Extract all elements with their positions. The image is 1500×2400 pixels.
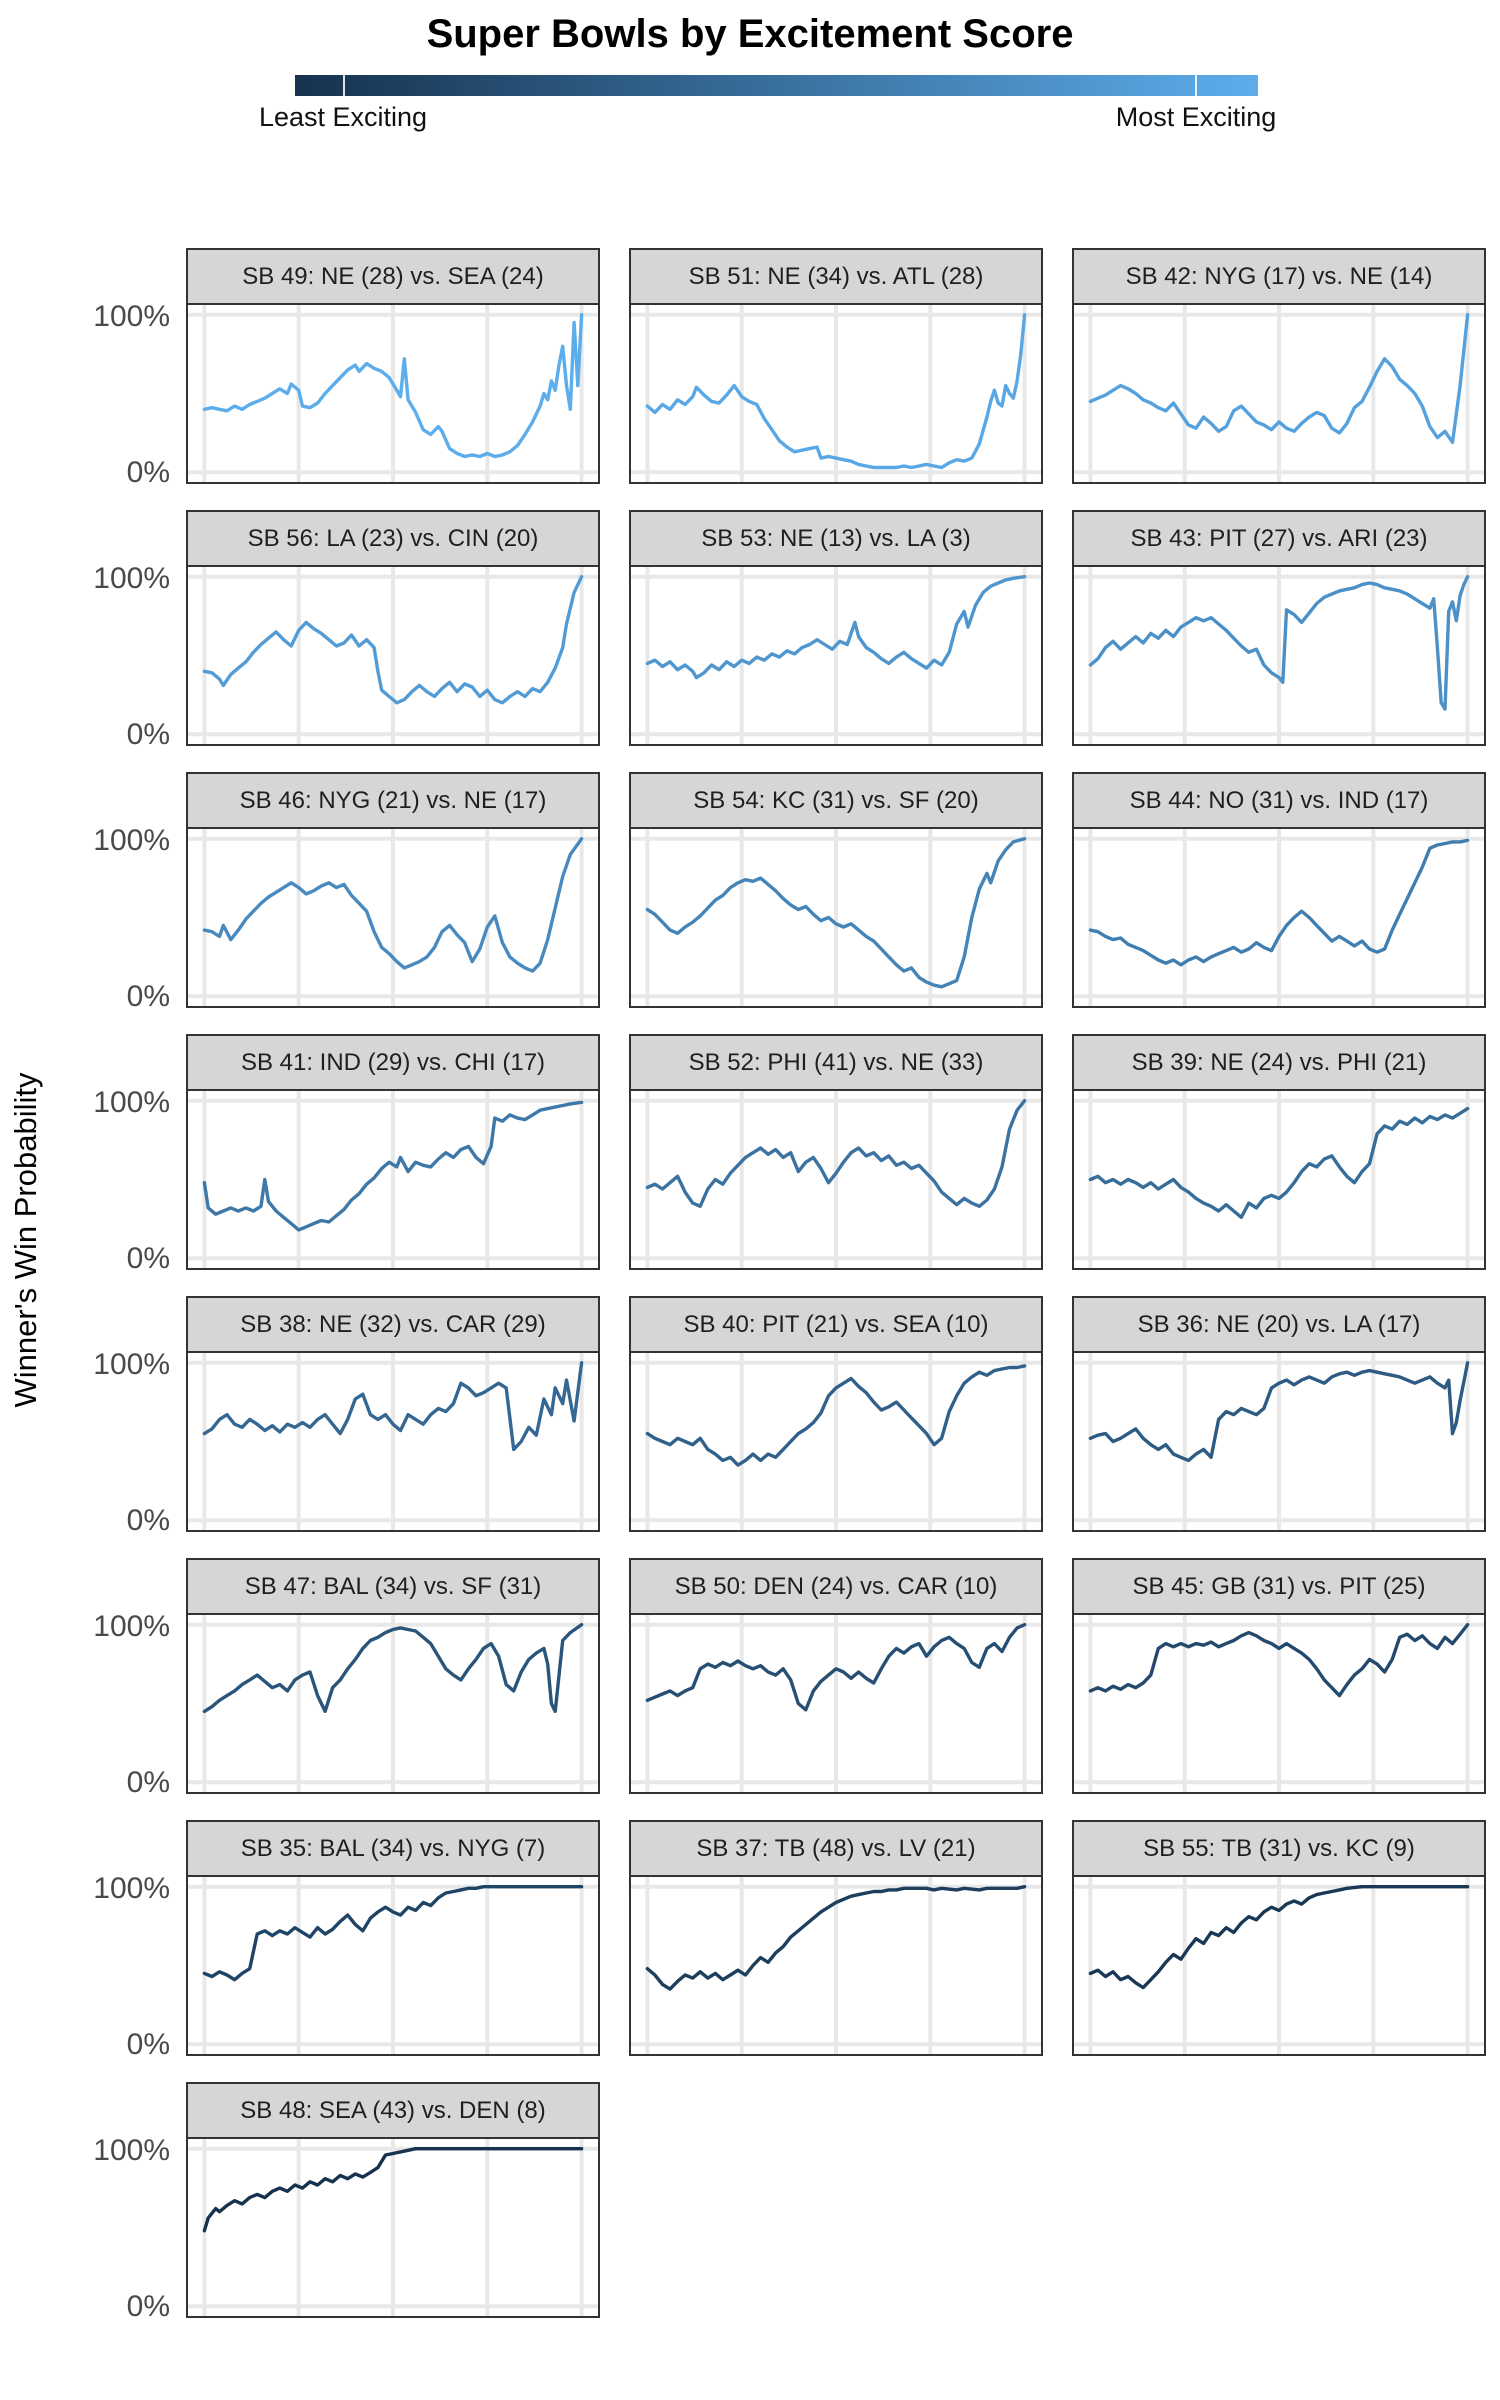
panel-header	[186, 772, 600, 829]
panel-title: SB 37: TB (48) vs. LV (21)	[696, 1834, 976, 1862]
y-tick-100: 100%	[93, 824, 170, 857]
panel-plot	[1072, 565, 1486, 746]
panel-sb-52	[629, 1034, 1043, 1270]
panel-plot	[629, 1089, 1043, 1270]
panel-header	[1072, 772, 1486, 829]
panel-plot	[186, 2137, 600, 2318]
panel-plot	[186, 1875, 600, 2056]
y-axis-title: Winner's Win Probability	[8, 1072, 43, 1408]
excitement-gradient-bar	[295, 75, 1258, 96]
y-tick-100: 100%	[93, 562, 170, 595]
win-probability-line-chart	[188, 1091, 598, 1268]
panel-title: SB 50: DEN (24) vs. CAR (10)	[674, 1572, 998, 1600]
panel-sb-39	[1072, 1034, 1486, 1270]
panel-plot	[186, 1613, 600, 1794]
y-tick-0: 0%	[126, 980, 170, 1013]
panel-sb-54	[629, 772, 1043, 1008]
win-probability-line-chart	[188, 829, 598, 1006]
panel-plot	[1072, 1089, 1486, 1270]
panel-header	[629, 1558, 1043, 1615]
panel-plot	[1072, 303, 1486, 484]
panel-sb-51	[629, 248, 1043, 484]
panel-title: SB 45: GB (31) vs. PIT (25)	[1132, 1572, 1426, 1600]
panel-header	[629, 772, 1043, 829]
win-probability-line-chart	[631, 1615, 1041, 1792]
panel-header	[186, 1558, 600, 1615]
panel-plot	[629, 303, 1043, 484]
panel-plot	[186, 565, 600, 746]
panel-plot	[1072, 827, 1486, 1008]
panel-sb-50	[629, 1558, 1043, 1794]
win-probability-line-chart	[1074, 567, 1484, 744]
panel-header	[629, 1296, 1043, 1353]
panel-plot	[629, 827, 1043, 1008]
panel-title: SB 49: NE (28) vs. SEA (24)	[242, 262, 544, 290]
panel-plot	[629, 565, 1043, 746]
panel-sb-56	[93, 510, 600, 751]
y-tick-100: 100%	[93, 1610, 170, 1643]
panel-header	[186, 510, 600, 567]
panel-header	[1072, 1558, 1486, 1615]
panel-sb-53	[629, 510, 1043, 746]
panel-header	[186, 248, 600, 305]
panel-sb-36	[1072, 1296, 1486, 1532]
y-tick-100: 100%	[93, 300, 170, 333]
panel-sb-45	[1072, 1558, 1486, 1794]
panel-title: SB 44: NO (31) vs. IND (17)	[1129, 786, 1429, 814]
win-probability-line-chart	[188, 1877, 598, 2054]
win-probability-line-chart	[188, 1615, 598, 1792]
panel-plot	[629, 1875, 1043, 2056]
panel-sb-48	[93, 2082, 600, 2323]
panel-title: SB 39: NE (24) vs. PHI (21)	[1131, 1048, 1427, 1076]
panel-title: SB 36: NE (20) vs. LA (17)	[1137, 1310, 1421, 1338]
y-tick-0: 0%	[126, 2028, 170, 2061]
panel-sb-42	[1072, 248, 1486, 484]
y-tick-100: 100%	[93, 1348, 170, 1381]
panel-header	[1072, 510, 1486, 567]
gradient-tick-left	[343, 75, 345, 96]
win-probability-line-chart	[631, 1353, 1041, 1530]
win-probability-line-chart	[631, 1091, 1041, 1268]
panel-plot	[1072, 1351, 1486, 1532]
panel-title: SB 55: TB (31) vs. KC (9)	[1143, 1834, 1415, 1862]
panel-header	[1072, 248, 1486, 305]
panel-sb-41	[93, 1034, 600, 1275]
win-probability-line-chart	[1074, 1091, 1484, 1268]
y-tick-100: 100%	[93, 2134, 170, 2167]
y-tick-100: 100%	[93, 1086, 170, 1119]
panel-header	[629, 248, 1043, 305]
win-probability-line-chart	[1074, 1615, 1484, 1792]
win-probability-line-chart	[631, 567, 1041, 744]
panel-plot	[629, 1351, 1043, 1532]
y-tick-0: 0%	[126, 1504, 170, 1537]
win-probability-line-chart	[631, 1877, 1041, 2054]
panel-sb-35	[93, 1820, 600, 2061]
panel-sb-38	[93, 1296, 600, 1537]
panel-title: SB 52: PHI (41) vs. NE (33)	[688, 1048, 984, 1076]
legend-least-label: Least Exciting	[258, 102, 428, 132]
panel-header	[186, 1296, 600, 1353]
panel-title: SB 54: KC (31) vs. SF (20)	[693, 786, 979, 814]
panel-title: SB 53: NE (13) vs. LA (3)	[701, 524, 971, 552]
y-tick-100: 100%	[93, 1872, 170, 1905]
panel-title: SB 51: NE (34) vs. ATL (28)	[688, 262, 984, 290]
panel-plot	[629, 1613, 1043, 1794]
panel-header	[1072, 1820, 1486, 1877]
win-probability-line-chart	[1074, 829, 1484, 1006]
chart-title: Super Bowls by Excitement Score	[426, 12, 1074, 56]
panel-plot	[1072, 1875, 1486, 2056]
panel-header	[629, 1820, 1043, 1877]
win-probability-line-chart	[188, 305, 598, 482]
panel-title: SB 40: PIT (21) vs. SEA (10)	[683, 1310, 989, 1338]
panel-title: SB 35: BAL (34) vs. NYG (7)	[240, 1834, 546, 1862]
gradient-tick-right	[1195, 75, 1197, 96]
panel-plot	[186, 1089, 600, 1270]
panel-header	[629, 510, 1043, 567]
panel-title: SB 41: IND (29) vs. CHI (17)	[240, 1048, 546, 1076]
panel-sb-49	[93, 248, 600, 489]
panel-title: SB 38: NE (32) vs. CAR (29)	[240, 1310, 546, 1338]
panel-header	[1072, 1034, 1486, 1091]
win-probability-line-chart	[188, 1353, 598, 1530]
y-tick-0: 0%	[126, 1766, 170, 1799]
panel-title: SB 48: SEA (43) vs. DEN (8)	[240, 2096, 546, 2124]
panel-header	[186, 2082, 600, 2139]
panel-plot	[1072, 1613, 1486, 1794]
panel-sb-40	[629, 1296, 1043, 1532]
panel-sb-55	[1072, 1820, 1486, 2056]
panel-header	[1072, 1296, 1486, 1353]
panel-header	[186, 1034, 600, 1091]
panel-plot	[186, 1351, 600, 1532]
win-probability-line-chart	[631, 305, 1041, 482]
panel-grid	[93, 248, 1486, 2323]
panel-header	[186, 1820, 600, 1877]
panel-title: SB 42: NYG (17) vs. NE (14)	[1125, 262, 1433, 290]
win-probability-line-chart	[1074, 305, 1484, 482]
panel-title: SB 47: BAL (34) vs. SF (31)	[244, 1572, 542, 1600]
panel-sb-43	[1072, 510, 1486, 746]
win-probability-line-chart	[631, 829, 1041, 1006]
legend-most-label: Most Exciting	[1115, 102, 1277, 132]
y-tick-0: 0%	[126, 456, 170, 489]
win-probability-line-chart	[188, 567, 598, 744]
panel-sb-44	[1072, 772, 1486, 1008]
panel-plot	[186, 303, 600, 484]
y-tick-0: 0%	[126, 2290, 170, 2323]
win-probability-line-chart	[1074, 1877, 1484, 2054]
y-tick-0: 0%	[126, 1242, 170, 1275]
win-probability-line-chart	[1074, 1353, 1484, 1530]
panel-title: SB 46: NYG (21) vs. NE (17)	[239, 786, 547, 814]
panel-sb-37	[629, 1820, 1043, 2056]
panel-header	[629, 1034, 1043, 1091]
panel-title: SB 56: LA (23) vs. CIN (20)	[247, 524, 539, 552]
win-probability-line-chart	[188, 2139, 598, 2316]
panel-plot	[186, 827, 600, 1008]
y-tick-0: 0%	[126, 718, 170, 751]
panel-sb-47	[93, 1558, 600, 1799]
panel-title: SB 43: PIT (27) vs. ARI (23)	[1130, 524, 1428, 552]
panel-sb-46	[93, 772, 600, 1013]
